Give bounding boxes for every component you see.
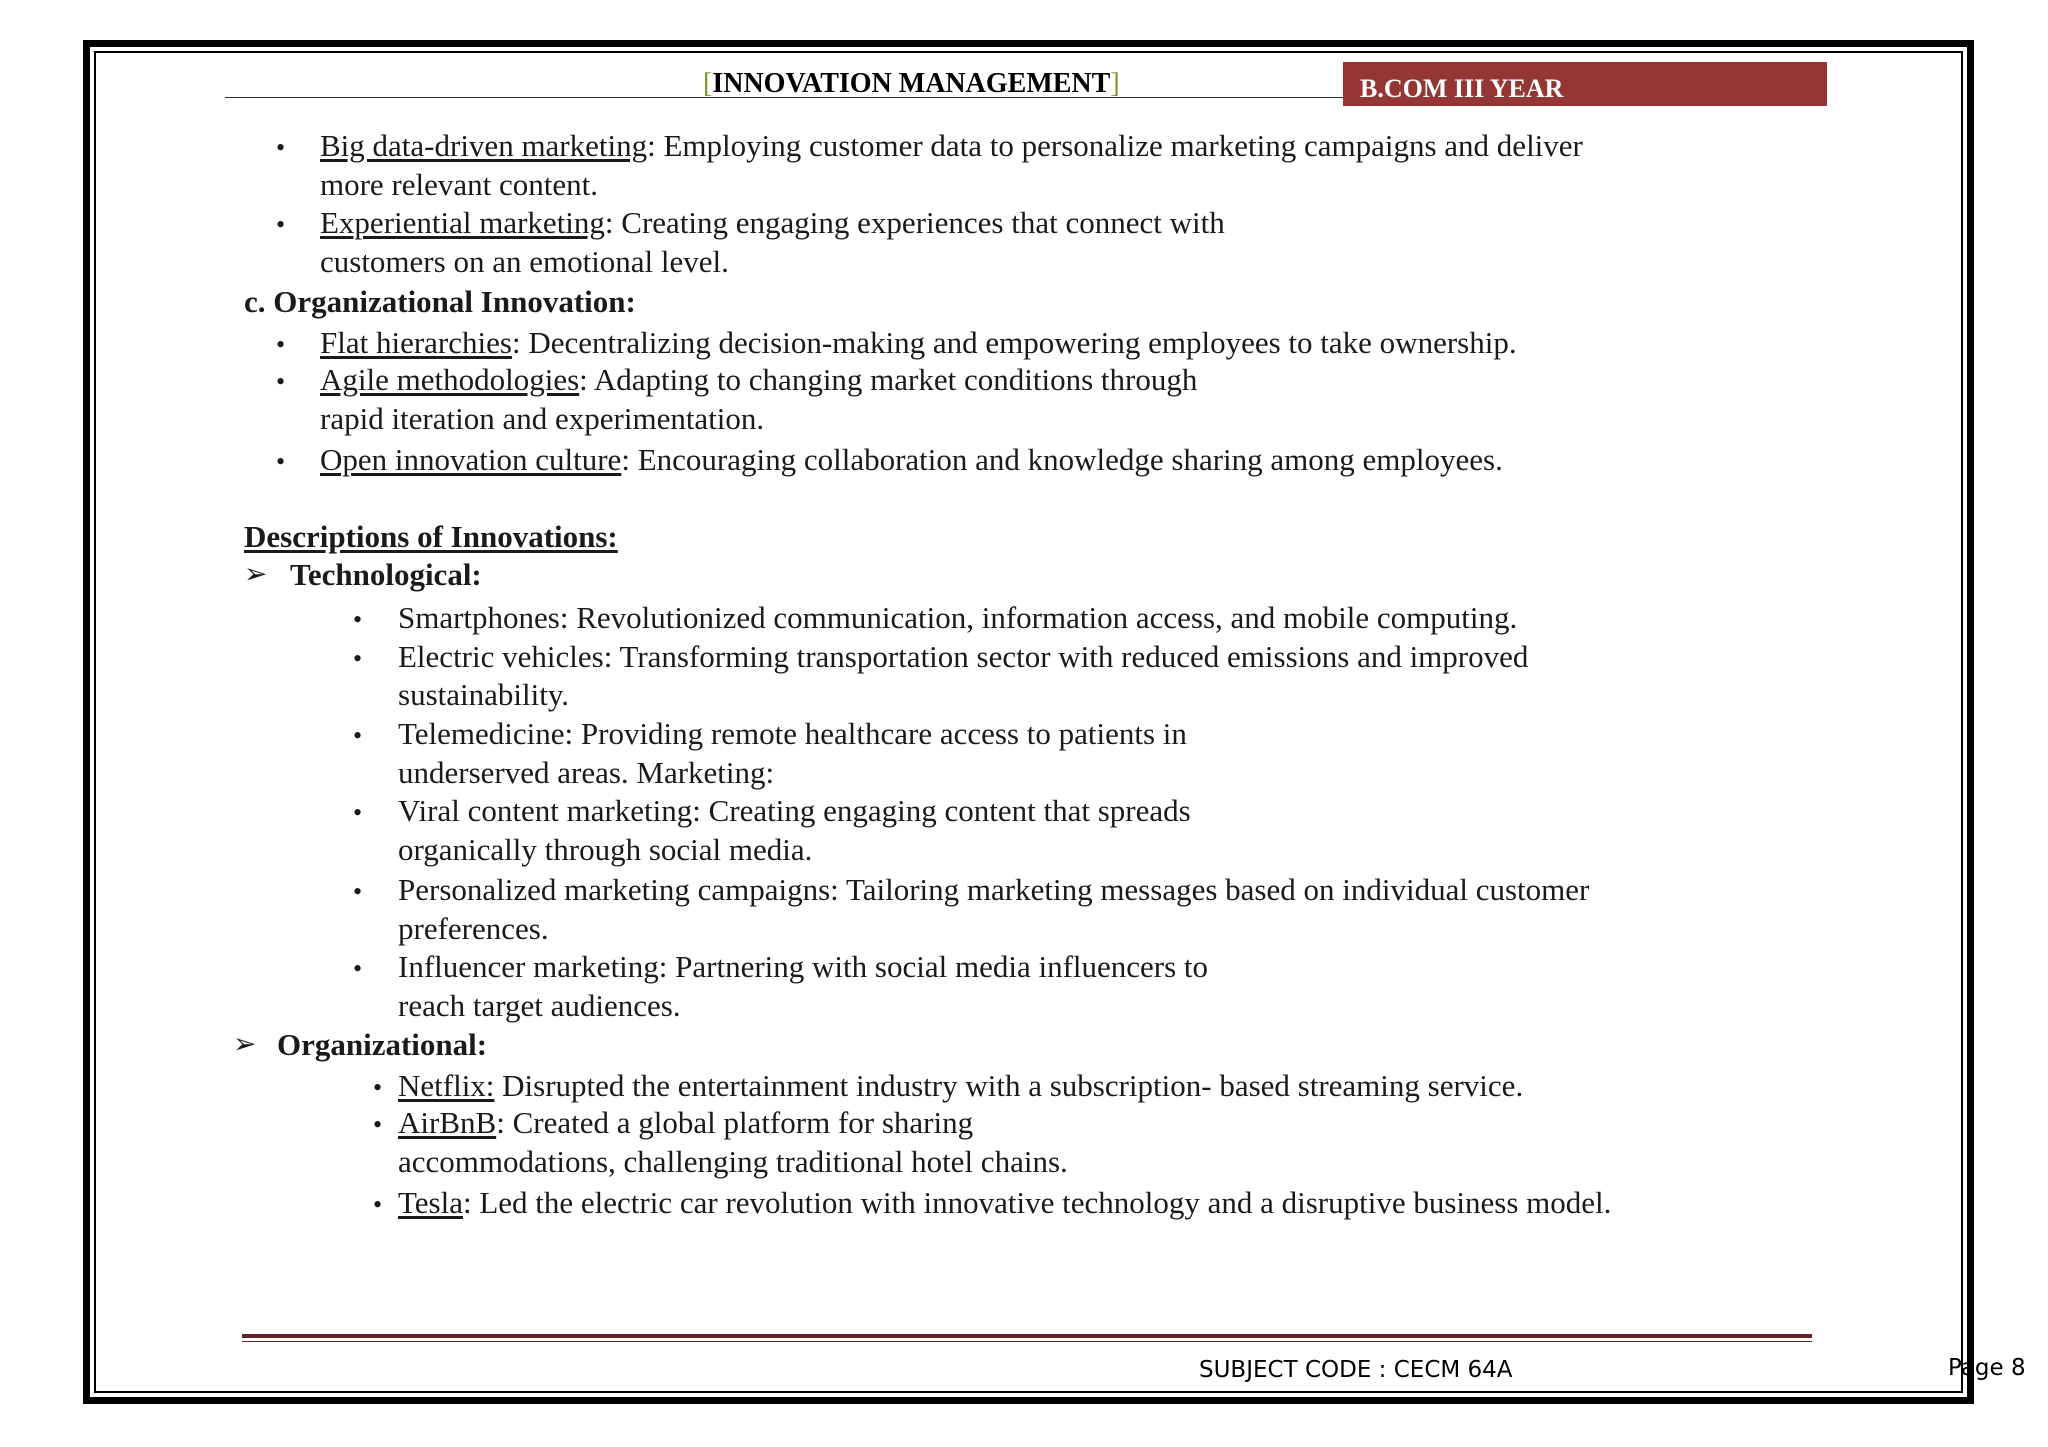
list-item: Big data-driven marketing: Employing customer data to personalize marketing campaigns and deliver (320, 128, 1583, 163)
subsection-heading: Technological: (290, 557, 482, 592)
list-item: Viral content marketing: Creating engaging content that spreads (398, 793, 1191, 828)
list-item: Personalized marketing campaigns: Tailoring marketing messages based on individual customer (398, 872, 1590, 907)
bullet: • (373, 1110, 383, 1139)
section-heading: c. Organizational Innovation: (244, 284, 636, 319)
footer-rule-thin (242, 1341, 1812, 1342)
bullet: • (353, 798, 363, 827)
list-item: Electric vehicles: Transforming transportation sector with reduced emissions and improved (398, 639, 1529, 674)
subject-code: SUBJECT CODE : CECM 64A (1199, 1357, 1513, 1383)
list-item: Experiential marketing: Creating engaging experiences that connect with (320, 205, 1225, 240)
descriptions-heading: Descriptions of Innovations: (244, 519, 618, 554)
bullet: • (276, 447, 286, 476)
list-item-continuation: more relevant content. (320, 167, 599, 202)
list-item: Telemedicine: Providing remote healthcare access to patients in (398, 716, 1187, 751)
list-item-continuation: rapid iteration and experimentation. (320, 401, 765, 436)
bullet: • (373, 1190, 383, 1219)
subsection-heading: Organizational: (277, 1027, 488, 1062)
bullet: • (373, 1073, 383, 1102)
arrow-bullet-icon: ➢ (244, 559, 268, 590)
page-number: Page 8 (1948, 1355, 2026, 1381)
list-item: Tesla: Led the electric car revolution with innovative technology and a disruptive business model. (398, 1185, 1612, 1220)
list-item: Agile methodologies: Adapting to changing market conditions through (320, 362, 1198, 397)
bullet: • (276, 367, 286, 396)
bullet: • (353, 877, 363, 906)
bullet: • (353, 721, 363, 750)
bullet: • (353, 605, 363, 634)
list-item-continuation: organically through social media. (398, 832, 813, 867)
header-title: [INNOVATION MANAGEMENT] (703, 68, 1120, 99)
list-item: Smartphones: Revolutionized communication, information access, and mobile computing. (398, 600, 1518, 635)
list-item-continuation: underserved areas. Marketing: (398, 755, 775, 790)
bullet: • (276, 330, 286, 359)
list-item: Netflix: Disrupted the entertainment industry with a subscription- based streaming service. (398, 1068, 1524, 1103)
bullet: • (276, 133, 286, 162)
list-item: Influencer marketing: Partnering with social media influencers to (398, 949, 1209, 984)
bullet: • (353, 644, 363, 673)
list-item-continuation: preferences. (398, 911, 549, 946)
list-item-continuation: accommodations, challenging traditional hotel chains. (398, 1144, 1068, 1179)
list-item-continuation: reach target audiences. (398, 988, 681, 1023)
arrow-bullet-icon: ➢ (233, 1029, 257, 1060)
bullet: • (353, 954, 363, 983)
list-item: Open innovation culture: Encouraging collaboration and knowledge sharing among employees. (320, 442, 1503, 477)
header-badge: B.COM III YEAR (1343, 62, 1827, 106)
list-item-continuation: customers on an emotional level. (320, 244, 729, 279)
list-item-continuation: sustainability. (398, 677, 570, 712)
list-item: Flat hierarchies: Decentralizing decision-making and empowering employees to take ownership. (320, 325, 1517, 360)
footer-rule (242, 1334, 1812, 1338)
list-item: AirBnB: Created a global platform for sharing (398, 1105, 974, 1140)
bullet: • (276, 210, 286, 239)
